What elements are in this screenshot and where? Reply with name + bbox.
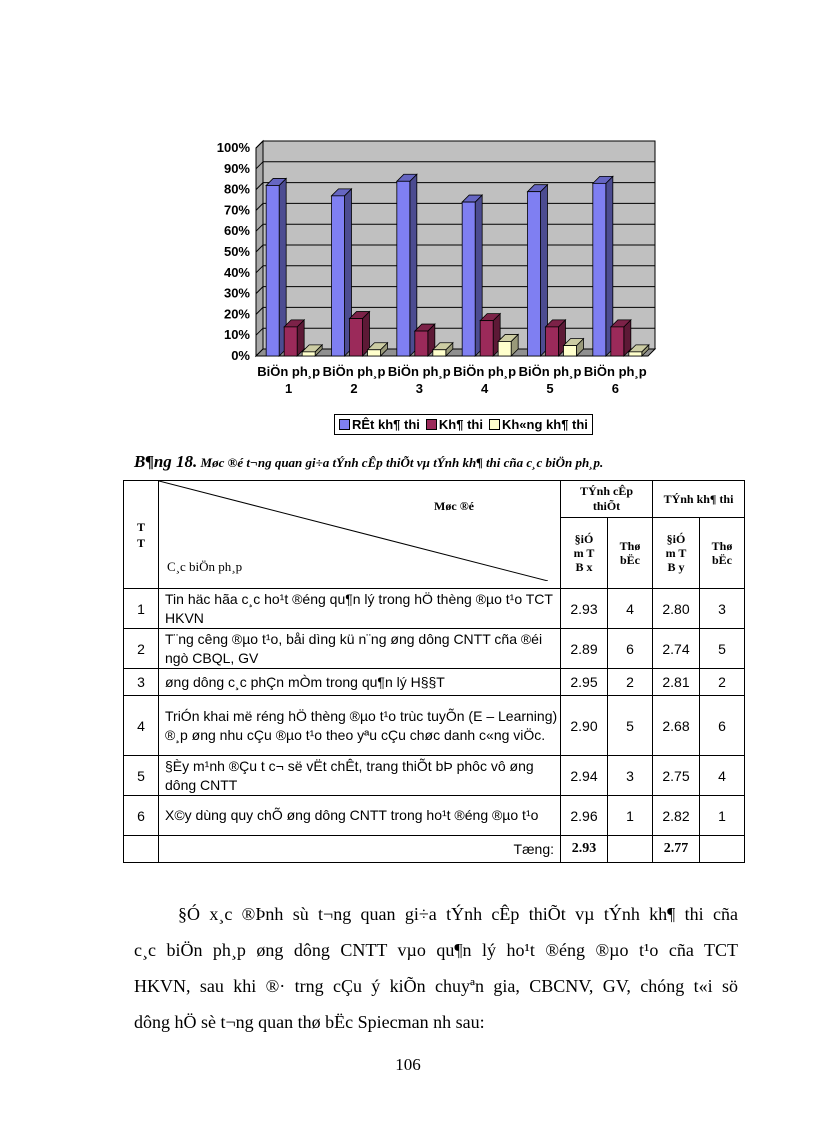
bar	[611, 320, 631, 356]
y-tick-label: 30%	[223, 285, 250, 301]
page-number: 106	[395, 1055, 421, 1074]
x-tick-label: BiÖn ph¸p	[518, 364, 582, 379]
header-diem-y-label: §iÓm TB y	[665, 531, 687, 574]
bar-front	[593, 183, 606, 356]
header-diem-x	[561, 518, 608, 589]
caption-label: B¶ng 18.	[134, 452, 198, 471]
total-tt-cell	[124, 836, 159, 863]
row-name: TriÓn khai më réng hÖ thèng ®µo t¹o trùc tuyÕn (E – Learning) ®¸p øng nhu cÇu ®µo t¹o theo yªu cÇu chøc danh c«ng viÖc.	[159, 696, 561, 756]
bar-front	[302, 352, 315, 356]
bar-front	[546, 327, 559, 356]
legend-swatch	[489, 419, 500, 430]
y-tick-label: 40%	[223, 264, 250, 280]
header-diagonal-cell	[159, 481, 561, 589]
bar	[462, 195, 482, 356]
bar	[350, 312, 370, 356]
bar	[332, 189, 352, 356]
bar-front	[415, 331, 428, 356]
row-rank-x: 1	[608, 796, 653, 836]
row-rank-y: 3	[700, 589, 745, 629]
chart-legend	[334, 414, 593, 435]
bar	[397, 174, 417, 356]
header-thu-bac-x	[608, 518, 653, 589]
table-total-row	[124, 836, 745, 863]
row-x: 2.89	[561, 629, 608, 669]
row-tt: 3	[124, 669, 159, 696]
chart-canvas	[200, 138, 670, 438]
y-tick-label: 70%	[223, 202, 250, 218]
bar-front	[368, 350, 381, 356]
paragraph-line: §Ó x¸c ®Þnh sù t¬ng quan gi÷a tÝnh cÊp thiÕt vµ tÝnh kh¶ thi cña	[178, 904, 738, 924]
correlation-table	[123, 480, 745, 863]
header-diem-x-label: §iÓm TB x	[573, 531, 595, 574]
row-tt: 2	[124, 629, 159, 669]
y-tick-label: 0%	[231, 348, 250, 363]
row-x: 2.94	[561, 756, 608, 796]
x-tick-label: 2	[350, 381, 358, 396]
legend-label: Kh«ng kh¶ thi	[501, 417, 588, 432]
row-name: X©y dùng quy chÕ øng dông CNTT trong ho¹t ®éng ®µo t¹o	[159, 796, 561, 836]
row-tt: 6	[124, 796, 159, 836]
y-tick-label: 60%	[223, 223, 250, 239]
bar-front	[332, 196, 345, 356]
y-tick-label: 20%	[223, 306, 250, 322]
row-rank-y: 5	[700, 629, 745, 669]
y-tick-label: 80%	[223, 181, 250, 197]
row-y: 2.80	[653, 589, 700, 629]
total-x: 2.93	[561, 836, 608, 863]
total-label: Tæng:	[159, 836, 561, 863]
bar-front	[284, 327, 297, 356]
row-rank-x: 6	[608, 629, 653, 669]
bar-front	[564, 346, 577, 356]
row-name: øng dông c¸c phÇn mÒm trong qu¶n lý H§§T	[159, 669, 561, 696]
y-tick-label: 100%	[216, 140, 250, 155]
row-tt: 1	[124, 589, 159, 629]
bar-front	[266, 185, 279, 356]
caption-text: Møc ®é t¬ng quan gi÷a tÝnh cÊp thiÕt vµ tÝnh kh¶ thi cña c¸c biÖn ph¸p.	[197, 455, 604, 470]
row-y: 2.68	[653, 696, 700, 756]
row-x: 2.95	[561, 669, 608, 696]
y-tick-label: 10%	[223, 327, 250, 343]
row-y: 2.75	[653, 756, 700, 796]
header-tt-label: TT	[136, 519, 145, 550]
bar	[284, 320, 304, 356]
row-tt: 5	[124, 756, 159, 796]
bar-front	[350, 319, 363, 356]
row-y: 2.74	[653, 629, 700, 669]
legend-label: Kh¶ thi	[438, 417, 483, 432]
x-tick-label: BiÖn ph¸p	[387, 364, 451, 379]
y-tick-label: 90%	[223, 160, 250, 176]
row-x: 2.90	[561, 696, 608, 756]
header-bien-phap: C¸c biÖn ph¸p	[167, 559, 243, 574]
table-row	[124, 696, 745, 756]
legend-item	[339, 417, 420, 432]
row-name: T¨ng cêng ®µo t¹o, båi dìng kü n¨ng øng dông CNTT cña ®éi ngò CBQL, GV	[159, 629, 561, 669]
header-diem-y	[653, 518, 700, 589]
table-row	[124, 756, 745, 796]
bar-front	[629, 352, 642, 356]
row-y: 2.81	[653, 669, 700, 696]
bar-chart	[200, 138, 670, 438]
bar-front	[480, 321, 493, 356]
row-rank-x: 2	[608, 669, 653, 696]
paragraph-line: HKVN, sau khi ®· trng cÇu ý kiÕn chuyªn gia, CBCNV, GV, chóng t«i sö	[134, 976, 738, 996]
x-tick-label: 5	[546, 381, 554, 396]
bar	[528, 185, 548, 356]
legend-swatch	[426, 419, 437, 430]
header-cap-thiet	[561, 481, 653, 518]
row-name: Tin häc hãa c¸c ho¹t ®éng qu¶n lý trong hÖ thèng ®µo t¹o TCT HKVN	[159, 589, 561, 629]
total-rank-x	[608, 836, 653, 863]
bar	[593, 176, 613, 356]
bar	[415, 324, 435, 356]
row-y: 2.82	[653, 796, 700, 836]
legend-swatch	[339, 419, 350, 430]
x-tick-label: 6	[611, 381, 619, 396]
x-tick-label: BiÖn ph¸p	[257, 364, 321, 379]
total-rank-y	[700, 836, 745, 863]
row-rank-y: 1	[700, 796, 745, 836]
header-thu-bac-x-label: Thø bËc	[619, 538, 641, 567]
header-thu-bac-y-label: Thø bËc	[711, 538, 733, 567]
bar-front	[528, 192, 541, 356]
total-y: 2.77	[653, 836, 700, 863]
bar	[546, 320, 566, 356]
header-kha-thi-label: TÝnh kh¶ thi	[663, 491, 734, 506]
y-tick-label: 50%	[223, 244, 250, 259]
table-row	[124, 589, 745, 629]
paragraph-line: dông hÖ sè t¬ng quan thø bËc Spiecman nh sau:	[134, 1012, 485, 1032]
row-rank-x: 3	[608, 756, 653, 796]
bar-front	[433, 350, 446, 356]
x-tick-label: BiÖn ph¸p	[583, 364, 647, 379]
bar-front	[397, 181, 410, 356]
legend-item	[426, 417, 483, 432]
row-rank-x: 5	[608, 696, 653, 756]
row-rank-y: 6	[700, 696, 745, 756]
table-row	[124, 629, 745, 669]
header-thu-bac-y	[700, 518, 745, 589]
bar-side	[410, 174, 417, 356]
paragraph-line: c¸c biÖn ph¸p øng dông CNTT vµo qu¶n lý ho¹t ®éng ®µo t¹o cña TCT	[134, 940, 738, 960]
header-cap-thiet-label: TÝnh cÊp thiÕt	[579, 484, 634, 513]
row-x: 2.96	[561, 796, 608, 836]
row-rank-y: 4	[700, 756, 745, 796]
table-row	[124, 669, 745, 696]
row-tt: 4	[124, 696, 159, 756]
row-x: 2.93	[561, 589, 608, 629]
header-kha-thi	[653, 481, 745, 518]
table-header-row-1	[124, 481, 745, 518]
table-body	[124, 589, 745, 836]
body-paragraph	[134, 896, 738, 1040]
table-row	[124, 796, 745, 836]
row-name: §Èy m¹nh ®Çu t c¬ së vËt chÊt, trang thiÕt bÞ phôc vô øng dông CNTT	[159, 756, 561, 796]
bar-front	[462, 202, 475, 356]
row-rank-x: 4	[608, 589, 653, 629]
x-tick-label: 4	[481, 381, 489, 396]
header-muc-do: Møc ®é	[434, 499, 474, 513]
x-tick-label: 1	[285, 381, 293, 396]
bar	[480, 314, 500, 356]
legend-item	[489, 417, 588, 432]
bar-front	[611, 327, 624, 356]
table-caption	[134, 452, 774, 472]
header-tt	[124, 481, 159, 589]
row-rank-y: 2	[700, 669, 745, 696]
bar	[266, 178, 286, 356]
x-tick-label: BiÖn ph¸p	[322, 364, 386, 379]
bar-front	[498, 341, 511, 356]
x-tick-label: 3	[415, 381, 423, 396]
x-tick-label: BiÖn ph¸p	[453, 364, 517, 379]
legend-label: RÊt kh¶ thi	[352, 417, 420, 432]
